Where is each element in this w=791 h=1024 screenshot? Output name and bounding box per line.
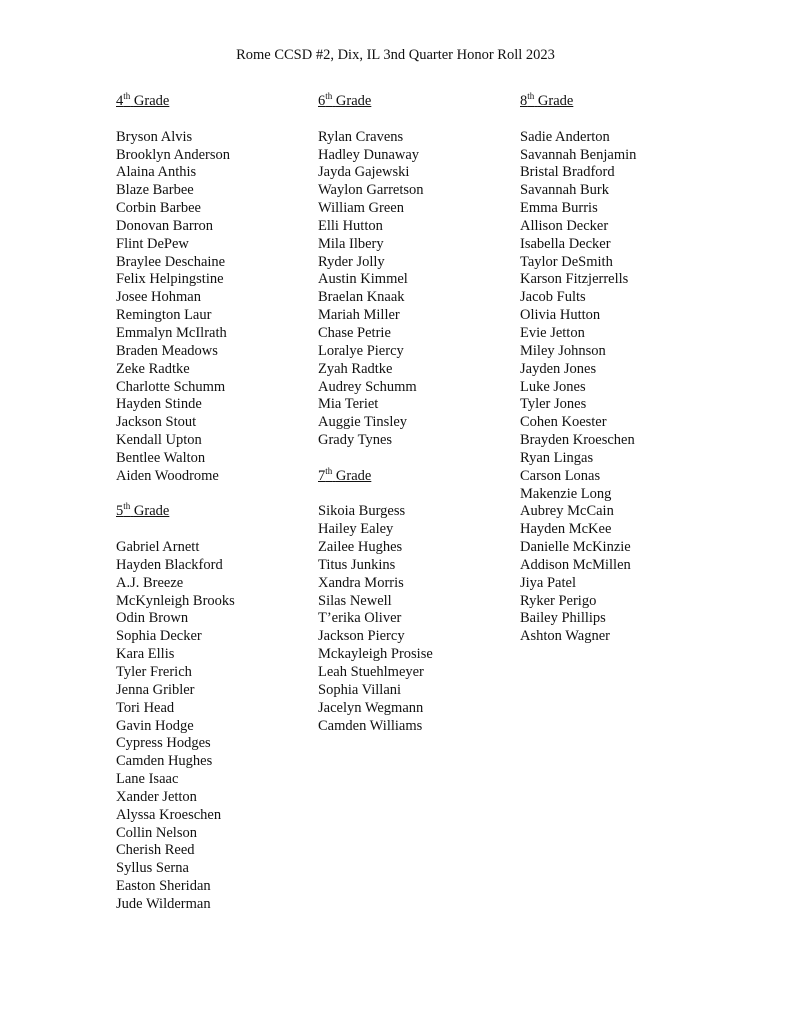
student-name: Hayden Blackford (116, 556, 223, 573)
student-name: Emma Burris (520, 200, 598, 217)
student-name: Makenzie Long (520, 485, 612, 502)
student-name: Leah Stuehlmeyer (318, 664, 424, 680)
student-name: Bailey Phillips (520, 610, 606, 627)
student-name: Hayden McKee (520, 521, 612, 538)
student-name: Tyler Frerich (116, 664, 192, 680)
student-name: Remington Laur (116, 307, 212, 324)
student-name: Luke Jones (520, 378, 586, 395)
student-name: Jude Wilderman (116, 895, 211, 912)
student-name: Bentlee Walton (116, 449, 206, 466)
student-name: Braden Meadows (116, 342, 218, 359)
student-name: Ryan Lingas (520, 449, 594, 466)
student-name: Jacelyn Wegmann (318, 699, 424, 716)
student-name: Emmalyn McIlrath (116, 324, 227, 341)
grade-4-list (116, 129, 235, 486)
student-name: Kara Ellis (116, 646, 175, 663)
student-name: Zeke Radtke (116, 360, 190, 377)
student-name: Danielle McKinzie (520, 539, 631, 556)
student-name: Hadley Dunaway (318, 146, 420, 163)
student-name: Savannah Burk (520, 182, 609, 199)
student-name: Aubrey McCain (520, 503, 614, 520)
student-name: Miley Johnson (520, 342, 606, 359)
student-name: Tyler Jones (520, 396, 587, 413)
student-name: Alyssa Kroeschen (116, 806, 222, 823)
student-name: Austin Kimmel (318, 271, 408, 288)
student-name: Sadie Anderton (520, 128, 610, 145)
student-name: Sophia Decker (116, 628, 202, 645)
student-name: Gabriel Arnett (116, 539, 200, 556)
student-name: Braylee Deschaine (116, 253, 226, 270)
student-name: Silas Newell (318, 592, 392, 609)
student-name: Tori Head (116, 699, 175, 716)
student-name: Karson Fitzjerrells (520, 271, 629, 288)
student-name: Zailee Hughes (318, 539, 403, 556)
grade-6-list (318, 129, 433, 450)
student-name: Jayda Gajewski (318, 164, 410, 181)
student-name: Donovan Barron (116, 217, 214, 234)
student-name: Audrey Schumm (318, 378, 417, 395)
student-name: Ashton Wagner (520, 628, 610, 645)
student-name: Alaina Anthis (116, 164, 197, 181)
student-name: Odin Brown (116, 610, 189, 627)
student-name: Mariah Miller (318, 307, 400, 324)
student-name: Aiden Woodrome (116, 467, 219, 484)
student-name: Elli Hutton (318, 217, 383, 234)
student-name: Isabella Decker (520, 235, 611, 252)
student-name: Corbin Barbee (116, 200, 201, 217)
student-name: Carson Lonas (520, 467, 601, 484)
student-name: Bryson Alvis (116, 128, 193, 145)
student-name: Jenna Gribler (116, 681, 195, 698)
student-name: Titus Junkins (318, 556, 396, 573)
grade-6-heading: 6th Grade (318, 91, 372, 109)
student-name: Loralye Piercy (318, 342, 404, 359)
student-name: Grady Tynes (318, 432, 393, 449)
student-name: Collin Nelson (116, 824, 197, 841)
student-name: Rylan Cravens (318, 128, 404, 145)
column-middle (318, 93, 433, 735)
student-name: Jayden Jones (520, 360, 597, 377)
student-name: Cohen Koester (520, 414, 607, 431)
student-name: Xander Jetton (116, 788, 197, 805)
student-name: Mckayleigh Prosise (318, 646, 433, 663)
student-name: Allison Decker (520, 217, 609, 234)
column-left (116, 93, 235, 914)
student-name: Bristal Bradford (520, 164, 615, 181)
student-name: William Green (318, 200, 404, 217)
student-name: Olivia Hutton (520, 307, 601, 324)
student-name: Ryder Jolly (318, 253, 385, 270)
student-name: Jacob Fults (520, 289, 586, 306)
grade-8-heading: 8th Grade (520, 91, 574, 109)
student-name: Camden Williams (318, 717, 423, 734)
student-name: Camden Hughes (116, 753, 213, 770)
student-name: Savannah Benjamin (520, 146, 637, 163)
student-name: Josee Hohman (116, 289, 201, 306)
grade-7-heading: 7th Grade (318, 465, 372, 484)
student-name: Brooklyn Anderson (116, 146, 230, 163)
student-name: Charlotte Schumm (116, 378, 226, 395)
student-name: Easton Sheridan (116, 878, 211, 895)
student-name: Syllus Serna (116, 860, 189, 877)
student-name: Waylon Garretson (318, 182, 424, 199)
student-name: Xandra Morris (318, 574, 404, 591)
student-name: McKynleigh Brooks (116, 592, 235, 609)
student-name: Addison McMillen (520, 556, 631, 573)
grade-5-heading: 5th Grade (116, 501, 170, 520)
student-name: Mila Ilbery (318, 235, 384, 252)
student-name: Evie Jetton (520, 324, 585, 341)
student-name: Brayden Kroeschen (520, 432, 635, 449)
student-name: Cherish Reed (116, 842, 195, 859)
student-name: Cypress Hodges (116, 735, 211, 752)
student-name: Taylor DeSmith (520, 253, 613, 270)
student-name: Braelan Knaak (318, 289, 405, 306)
student-name: Blaze Barbee (116, 182, 194, 199)
student-name: Flint DePew (116, 235, 189, 252)
page-title: Rome CCSD #2, Dix, IL 3nd Quarter Honor Roll 2023 (236, 47, 555, 63)
student-name: Ryker Perigo (520, 592, 597, 609)
student-name: Lane Isaac (116, 771, 179, 788)
column-right (520, 93, 636, 646)
student-name: Mia Teriet (318, 396, 379, 413)
student-name: Gavin Hodge (116, 717, 194, 734)
student-name: A.J. Breeze (116, 574, 184, 591)
student-name: Auggie Tinsley (318, 414, 408, 431)
student-name: T’erika Oliver (318, 610, 402, 627)
student-name: Hailey Ealey (318, 521, 394, 538)
student-name: Hayden Stinde (116, 396, 202, 413)
student-name: Kendall Upton (116, 432, 202, 449)
grade-4-heading: 4th Grade (116, 91, 170, 109)
student-name: Jackson Stout (116, 414, 197, 431)
grade-5-list (116, 539, 235, 914)
grade-7-list (318, 503, 433, 735)
student-name: Felix Helpingstine (116, 271, 224, 288)
student-name: Sophia Villani (318, 681, 402, 698)
student-name: Chase Petrie (318, 324, 391, 341)
student-name: Sikoia Burgess (318, 503, 406, 520)
student-name: Jiya Patel (520, 574, 576, 591)
student-name: Jackson Piercy (318, 628, 405, 645)
student-name: Zyah Radtke (318, 360, 393, 377)
grade-8-list (520, 129, 636, 646)
